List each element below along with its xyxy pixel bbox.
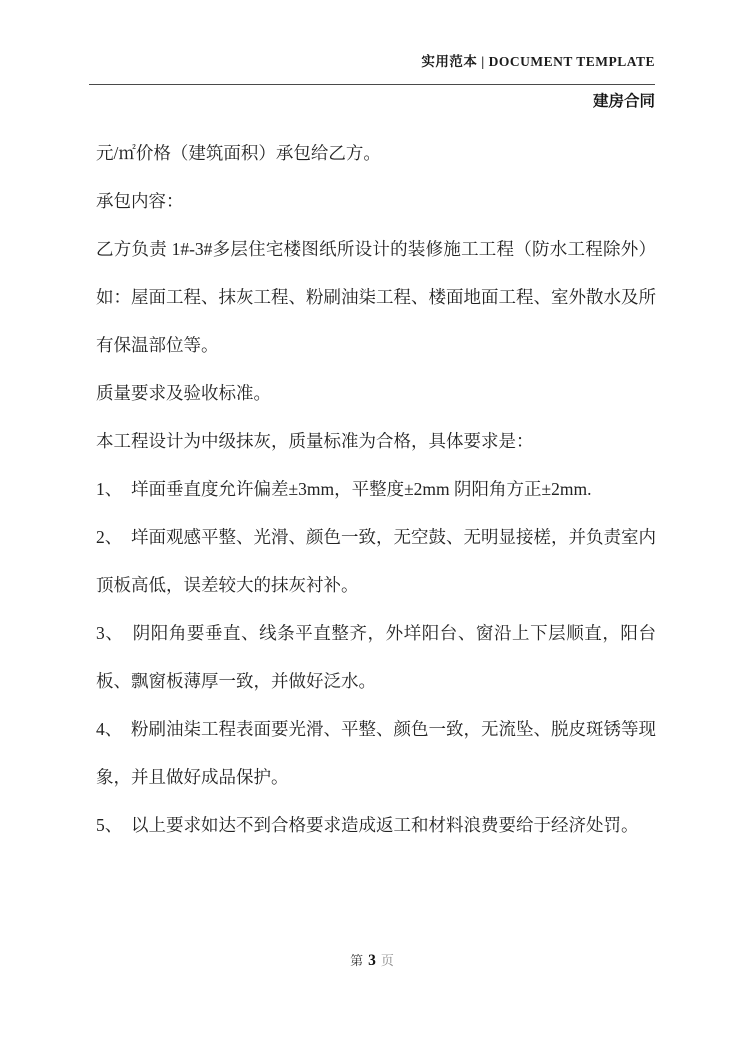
list-item-5: 5、 以上要求如达不到合格要求造成返工和材料浪费要给于经济处罚。	[96, 815, 639, 835]
list-item-1: 1、 垟面垂直度允许偏差±3mm，平整度±2mm 阴阳角方正±2mm.	[96, 479, 592, 499]
document-body	[96, 129, 656, 849]
list-item-3: 3、 阴阳角要垂直、线条平直整齐，外垟阳台、窗沿上下层顺直，阳台板、飘窗板薄厚一致，并做好泛水。	[96, 623, 656, 691]
doc-title: 建房合同	[592, 93, 655, 110]
paragraph-quality-label: 质量要求及验收标准。	[96, 383, 271, 403]
paragraph-scope-label: 承包内容：	[96, 191, 184, 211]
header-rule	[89, 84, 655, 85]
paragraph-scope-detail: 乙方负责 1#-3#多层住宅楼图纸所设计的装修施工工程（防水工程除外）如：屋面工程、抹灰工程、粉刷油柒工程、楼面地面工程、室外散水及所有保温部位等。	[96, 239, 656, 355]
header-brand: 实用范本 | DOCUMENT TEMPLATE	[421, 54, 655, 69]
page-label-suffix: 页	[380, 953, 394, 968]
paragraph-price: 元/㎡价格（建筑面积）承包给乙方。	[96, 143, 381, 163]
list-item-2: 2、 垟面观感平整、光滑、颜色一致，无空鼓、无明显接槎，并负责室内顶板高低，误差较大的抹灰衬补。	[96, 527, 656, 595]
paragraph-quality-intro: 本工程设计为中级抹灰，质量标准为合格，具体要求是：	[96, 431, 534, 451]
page-number: 3	[368, 952, 376, 969]
page-footer	[0, 950, 744, 970]
page-label-prefix: 第	[350, 953, 364, 968]
list-item-4: 4、 粉刷油柒工程表面要光滑、平整、颜色一致，无流坠、脱皮斑锈等现象，并且做好成品保护。	[96, 719, 656, 787]
